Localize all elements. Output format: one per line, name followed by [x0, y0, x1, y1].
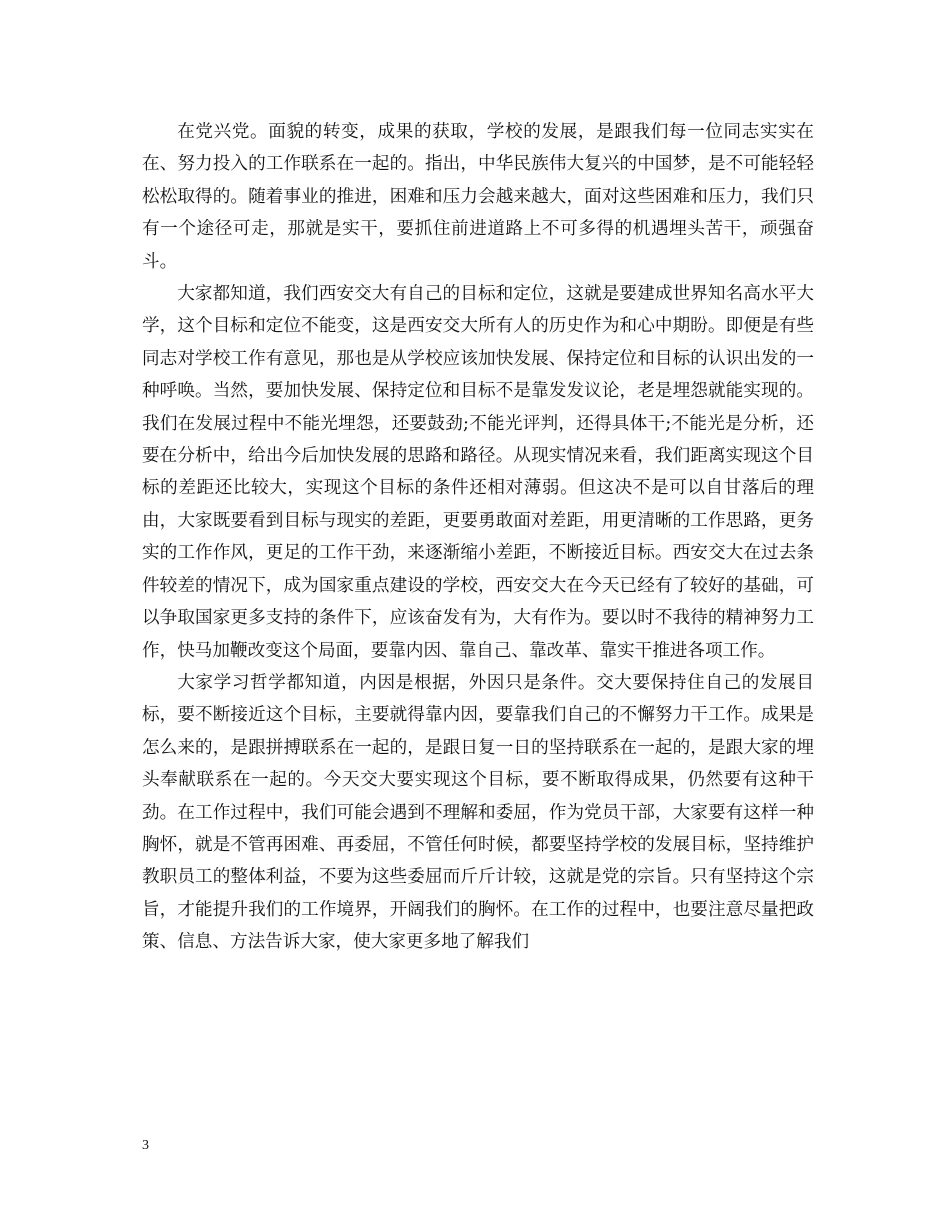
paragraph-3: 大家学习哲学都知道，内因是根据，外因只是条件。交大要保持住自己的发展目标，要不断接近这个目标，主要就得靠内因，要靠我们自己的不懈努力干工作。成果是怎么来的，是跟拼搏联系在一起的，是跟日复一日的坚持联系在一起的，是跟大家的埋头奉献联系在一起的。今天交大要实现这个目标，要不断取得成果，仍然要有这种干劲。在工作过程中，我们可能会遇到不理解和委屈，作为党员干部，大家要有这样一种胸怀，就是不管再困难、再委屈，不管任何时候，都要坚持学校的发展目标，坚持维护教职员工的整体利益，不要为这些委屈而斤斤计较，这就是党的宗旨。只有坚持这个宗旨，才能提升我们的工作境界，开阔我们的胸怀。在工作的过程中，也要注意尽量把政策、信息、方法告诉大家，使大家更多地了解我们: [142, 672, 814, 953]
paragraph-1: 在党兴党。面貌的转变，成果的获取，学校的发展，是跟我们每一位同志实实在在、努力投入的工作联系在一起的。指出，中华民族伟大复兴的中国梦，是不可能轻轻松松取得的。随着事业的推进，困难和压力会越来越大，面对这些困难和压力，我们只有一个途径可走，那就是实干，要抓住前进道路上不可多得的机遇埋头苦干，顽强奋斗。: [142, 122, 814, 272]
page-number: 3: [142, 1138, 149, 1153]
paragraph-2: 大家都知道，我们西安交大有自己的目标和定位，这就是要建成世界知名高水平大学，这个目标和定位不能变，这是西安交大所有人的历史作为和心中期盼。即便是有些同志对学校工作有意见，那也是从学校应该加快发展、保持定位和目标的认识出发的一种呼唤。当然，要加快发展、保持定位和目标不是靠发发议论，老是埋怨就能实现的。我们在发展过程中不能光埋怨，还要鼓劲;不能光评判，还得具体干;不能光是分析，还要在分析中，给出今后加快发展的思路和路径。从现实情况来看，我们距离实现这个目标的差距还比较大，实现这个目标的条件还相对薄弱。但这决不是可以自甘落后的理由，大家既要看到目标与现实的差距，更要勇敢面对差距，用更清晰的工作思路，更务实的工作作风，更足的工作干劲，来逐渐缩小差距，不断接近目标。西安交大在过去条件较差的情况下，成为国家重点建设的学校，西安交大在今天已经有了较好的基础，可以争取国家更多支持的条件下，应该奋发有为，大有作为。要以时不我待的精神努力工作，快马加鞭改变这个局面，要靠内因、靠自己、靠改革、靠实干推进各项工作。: [142, 284, 814, 661]
document-body: [142, 116, 814, 959]
